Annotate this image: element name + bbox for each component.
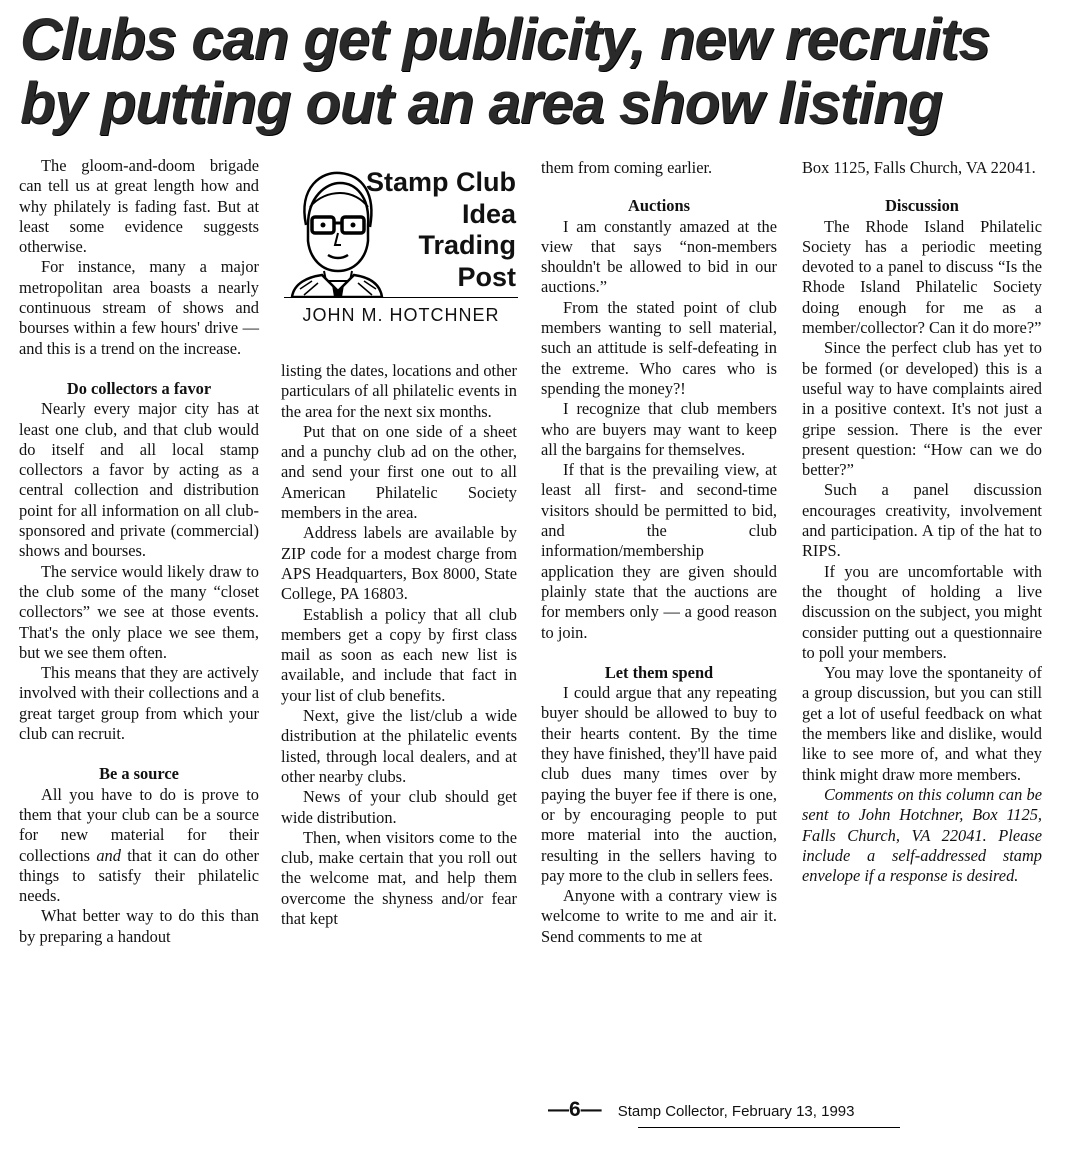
paragraph: The Rhode Island Philatelic Society has a periodic meeting devoted to a panel to discuss “Is the Rhode Island Philatelic Society doing enough for me as a member/collector? Can it do more?” [802,216,1042,338]
paragraph: Address labels are available by ZIP code for a modest charge from APS Headquarters, Box 8000, State College, PA 16803. [281,523,517,604]
page-number: —6— [548,1098,602,1121]
column-2 [281,361,517,929]
paragraph: This means that they are actively involved with their collections and a great target group from which your club can recruit. [19,663,259,744]
paragraph: them from coming earlier. [541,158,713,177]
subheading-do-collectors-a-favor: Do collectors a favor [66,378,212,398]
paragraph: All you have to do is prove to them that your club can be a source for new material for their collections and that it can do other things to satisfy their philatelic needs. [19,784,259,906]
paragraph: You may love the spontaneity of a group discussion, but you can still get a lot of useful feedback on what the members like and dislike, would like to see more of, and what they think might draw more members. [802,663,1042,784]
paragraph: If that is the prevailing view, at least all first- and second-time visitors should be permitted to bid, and the club information/membership application they are given should plainly state that the auctions are for members only — a good reason to join. [541,460,777,642]
author-byline: JOHN M. HOTCHNER [302,305,500,325]
column-4 [802,158,1042,886]
paragraph: Anyone with a contrary view is welcome to write to me and air it. Send comments to me at [541,886,777,946]
column-1 [19,156,259,947]
paragraph: Establish a policy that all club members get a copy by first class mail as soon as each new list is available, and include that fact in your list of club benefits. [281,604,517,705]
subheading-let-them-spend: Let them spend [604,662,714,682]
paragraph: News of your club should get wide distribution. [281,787,517,827]
paragraph: Next, give the list/club a wide distribution at the philatelic events listed, through local dealers, and at other nearby clubs. [281,706,517,786]
headline [20,8,1050,136]
paragraph: Nearly every major city has at least one club, and that club would do itself and all local stamp collectors a favor by acting as a central collection and distribution point for all information on all club-sponsored and private (commercial) shows and bourses. [19,399,259,561]
paragraph: Box 1125, Falls Church, VA 22041. [802,158,1036,177]
paragraph: The gloom-and-doom brigade can tell us at great length how and why philately is fading fast. But at least some evidence suggests otherwise. [19,156,259,257]
paragraph: I am constantly amazed at the view that says “non-members shouldn't be allowed to bid in our auctions.” [541,216,777,297]
subheading-be-a-source: Be a source [99,764,179,784]
column-3 [541,158,777,947]
subheading-discussion: Discussion [885,196,959,216]
subheading-auctions: Auctions [628,196,690,216]
paragraph: Then, when visitors come to the club, make certain that you roll out the welcome mat, and help them overcome the shyness and/or fear that kept [281,827,517,929]
paragraph: Such a panel discussion encourages creativity, involvement and participation. A tip of the hat to RIPS. [802,480,1042,561]
paragraph: Put that on one side of a sheet and a punchy club ad on the other, and send your first one out to all American Philatelic Society members in the area. [281,421,517,523]
page-footer [548,1098,854,1122]
closing-note: Comments on this column can be sent to John Hotchner, Box 1125, Falls Church, VA 22041. Please include a self-addressed stamp envelope if a response is desired. [802,784,1042,886]
paragraph: From the stated point of club members wanting to sell material, such an attitude is self-defeating in the extreme. Who cares who is spending the money?! [541,297,777,398]
paragraph: Since the perfect club has yet to be formed (or developed) this is a useful way to have complaints aired in a positive context. It's not just a gripe session. There is the ever present question: “How can we do better?” [802,338,1042,480]
paragraph: The service would likely draw to the club some of the many “closet collectors” we see at those events. That's the only place we see them, but we see them often. [19,561,259,662]
headline-line-1: Clubs can get publicity, new recruits [20,7,990,72]
paragraph: If you are uncomfortable with the thought of holding a live discussion on the subject, you might consider putting out a questionnaire to poll your members. [802,561,1042,662]
paragraph: For instance, many a major metropolitan area boasts a nearly continuous stream of shows and bourses within a few hours' drive — and this is a trend on the increase. [19,257,259,358]
headline-line-2: by putting out an area show listing [20,71,943,136]
footer-rule [638,1127,900,1128]
paragraph: listing the dates, locations and other particulars of all philatelic events in the area for the next six months. [281,361,517,421]
paragraph: What better way to do this than by preparing a handout [19,906,259,946]
paragraph: I could argue that any repeating buyer should be allowed to buy to their hearts content. By the time they have finished, they'll have paid club dues many times over by paying the buyer fee if there is one, or by encouraging people to put more material into the auction, resulting in the sellers having to pay more to the club in sellers fees. [541,683,777,885]
banner-divider [284,297,518,298]
paragraph: I recognize that club members who are buyers may want to keep all the bargains for themselves. [541,399,777,459]
column-banner [280,163,522,333]
banner-title: Stamp Club Idea Trading Post [365,167,516,292]
publication-info: Stamp Collector, February 13, 1993 [617,1103,855,1120]
